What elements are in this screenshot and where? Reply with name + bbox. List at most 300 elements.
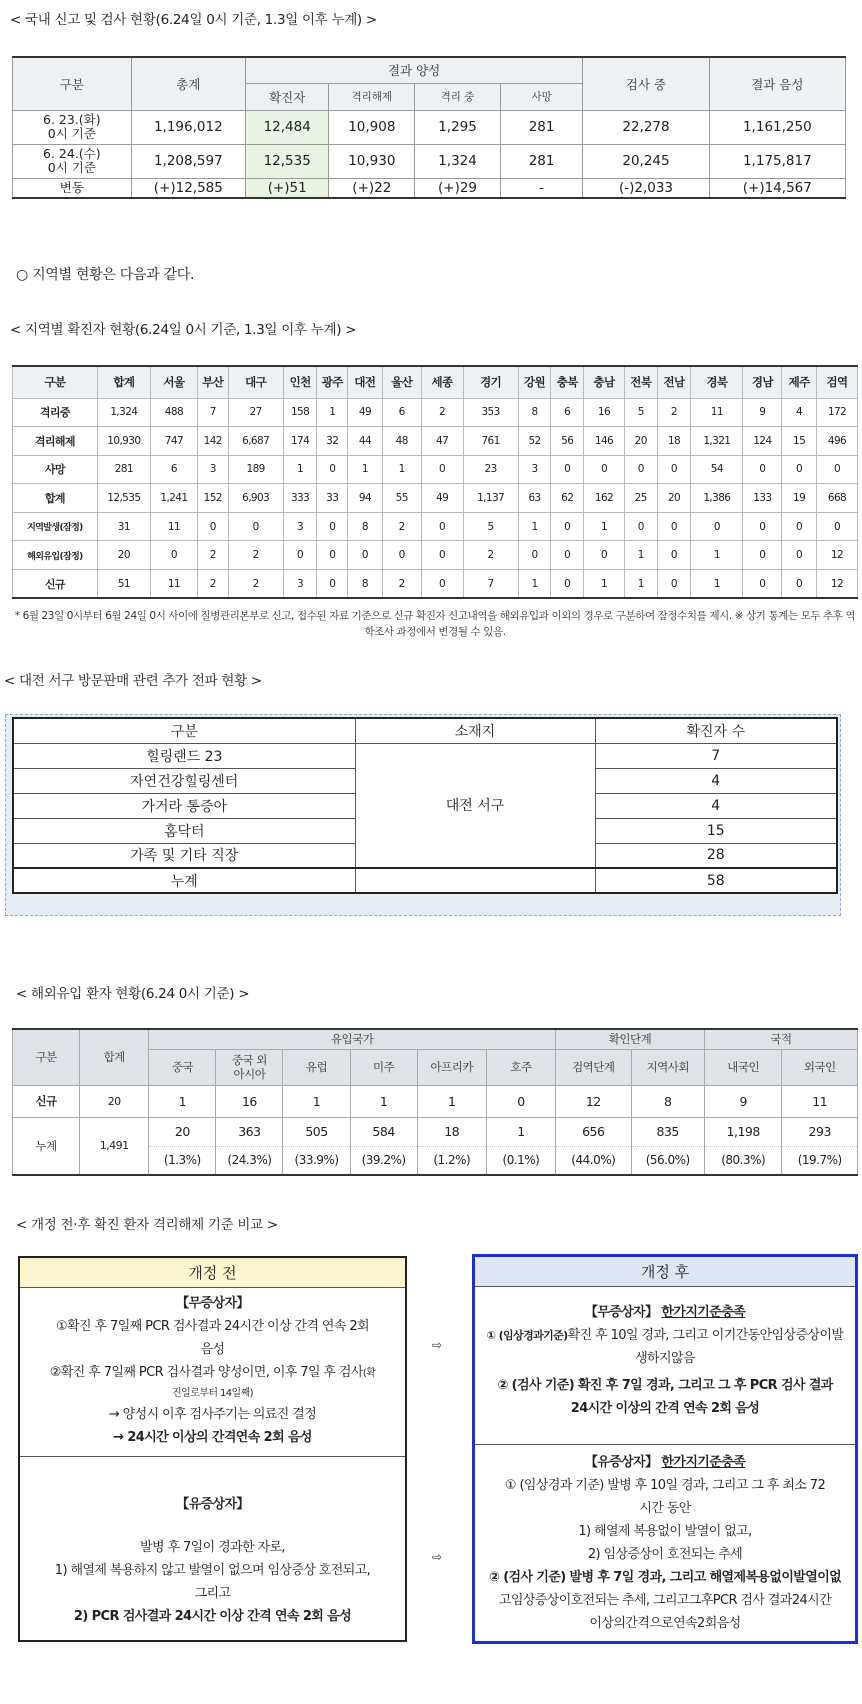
table-cell: 2 [197, 541, 228, 570]
table-cell: 0 [228, 512, 283, 541]
before-asymptomatic-cell [20, 1288, 405, 1457]
table-cell: 0 [551, 541, 584, 570]
table-cell: 15 [782, 427, 817, 456]
table-row [13, 427, 858, 456]
row-label: 신규 [13, 1085, 80, 1117]
table-cell: 1 [518, 512, 551, 541]
cell-total: 1,208,597 [131, 144, 245, 178]
table-cell: 761 [463, 427, 518, 456]
table-cell: 6 [150, 455, 197, 484]
table-cell: 0 [197, 512, 228, 541]
regional-footnote: * 6월 23일 0시부터 6월 24일 0시 사이에 질병관리본부로 신고, 접수된 자료 기준으로 신규 확진자 신고내역을 해외유입과 이외의 경우로 구분하여 잠정수치를 제시. ※ 상기 통계는 모두 추후 역학조사 과정에서 변경될 수 있음. [14, 610, 856, 638]
table-cell: 162 [584, 484, 625, 513]
table-cell: 0 [624, 512, 657, 541]
after-sym-line: 고임상증상이호전되는 추세, 그리고그후PCR 검사 결과24시간 [498, 1593, 832, 1608]
table-cell: 1,386 [691, 484, 743, 513]
table-cell: 0 [743, 512, 782, 541]
cell-percent: (1.3%) [149, 1146, 215, 1173]
domestic-test-table [12, 56, 846, 199]
table-cell [283, 1117, 350, 1175]
table-cell: 0 [691, 512, 743, 541]
cell-released: 10,908 [329, 110, 415, 144]
table-cell: 1 [417, 1085, 486, 1117]
table-cell: 172 [816, 398, 857, 427]
cell-value: 656 [582, 1124, 605, 1140]
after-asym-title-b: 한가지기준충족 [661, 1305, 746, 1320]
table-cell: 56 [551, 427, 584, 456]
section-title-regional: < 지역별 확진자 현황(6.24일 0시 기준, 1.3일 이후 누계) > [10, 322, 357, 338]
table-cell: 8 [518, 398, 551, 427]
table-cell: 2 [382, 570, 421, 599]
before-sym-line: 1) 해열제 복용하지 않고 발열이 없으며 임상증상 호전되고, [54, 1563, 371, 1578]
cell-location: 대전 서구 [355, 743, 595, 868]
table-cell: 11 [150, 570, 197, 599]
table-cell: 7 [197, 398, 228, 427]
table-cell: 124 [743, 427, 782, 456]
col-count: 확진자 수 [595, 718, 837, 743]
cell-death: 281 [500, 110, 582, 144]
col-header: 대전 [348, 366, 383, 398]
table-cell: 16 [584, 398, 625, 427]
cell-total: (+)12,585 [131, 178, 245, 198]
table-cell: 0 [486, 1085, 555, 1117]
row-label-sub: 0시 기준 [47, 126, 96, 141]
table-cell: 9 [743, 398, 782, 427]
arrow-icon: ⇨ [432, 1338, 443, 1352]
col-location: 소재지 [355, 718, 595, 743]
cell-death: - [500, 178, 582, 198]
col-death: 사망 [500, 83, 582, 110]
table-cell: 0 [816, 455, 857, 484]
col-header: 강원 [518, 366, 551, 398]
col-header: 부산 [197, 366, 228, 398]
table-cell: 11 [782, 1085, 858, 1117]
col-header: 제주 [782, 366, 817, 398]
table-row-total [13, 868, 837, 893]
row-label: 신규 [13, 570, 98, 599]
row-label: 6. 23.(화) [43, 112, 101, 127]
before-sym-line: 2) PCR 검사결과 24시간 이상 간격 연속 2회 음성 [73, 1609, 352, 1624]
table-cell: 0 [743, 570, 782, 599]
before-asym-line: → 24시간 이상의 간격연속 2회 음성 [113, 1430, 312, 1445]
before-symptomatic-cell [20, 1457, 405, 1628]
row-label: 해외유입(잠정) [13, 541, 98, 570]
col-header: 검역 [816, 366, 857, 398]
table-cell [417, 1117, 486, 1175]
table-cell: 0 [782, 512, 817, 541]
after-asym-line: ② (검사 기준) 확진 후 7일 경과, 그리고 그 후 PCR 검사 결과 [497, 1378, 833, 1393]
col-header: 충남 [584, 366, 625, 398]
before-asym-line [20, 1361, 405, 1385]
table-cell: 47 [421, 427, 463, 456]
cell-percent: (1.2%) [418, 1146, 486, 1173]
row-label-sub: 0시 기준 [47, 160, 96, 175]
cell-negative: 1,175,817 [709, 144, 845, 178]
table-cell: 6 [551, 398, 584, 427]
table-cell: 7 [463, 570, 518, 599]
table-cell: 0 [317, 455, 348, 484]
table-cell: 1,137 [463, 484, 518, 513]
cell-released: (+)22 [329, 178, 415, 198]
col-origin: 유입국가 [149, 1029, 556, 1049]
table-cell [704, 1117, 782, 1175]
table-cell: 11 [150, 512, 197, 541]
table-cell: 1,324 [97, 398, 150, 427]
row-label: 변동 [13, 178, 132, 198]
after-revision-box [472, 1254, 858, 1644]
before-sym-line: 그리고 [194, 1586, 231, 1601]
col-total: 합계 [80, 1029, 149, 1085]
table-cell: 32 [317, 427, 348, 456]
table-cell: 0 [348, 541, 383, 570]
cell-total: 20 [80, 1085, 149, 1117]
table-cell [216, 1117, 283, 1175]
table-cell: 1 [283, 455, 317, 484]
table-cell: 0 [743, 455, 782, 484]
table-cell [350, 1117, 417, 1175]
table-cell: 1 [584, 512, 625, 541]
row-label: 사망 [13, 455, 98, 484]
table-header-row [13, 366, 858, 398]
table-row [13, 743, 837, 768]
table-cell: 2 [197, 570, 228, 599]
table-cell: 20 [624, 427, 657, 456]
col-testing: 검사 중 [583, 57, 709, 110]
col-header: 울산 [382, 366, 421, 398]
cell-count: 28 [595, 843, 837, 868]
col-subheader: 호주 [486, 1049, 555, 1085]
table-cell: 353 [463, 398, 518, 427]
after-sym-line: 1) 해열제 복용없이 발열이 없고, [578, 1524, 752, 1539]
after-asymptomatic-cell [475, 1287, 855, 1445]
table-cell: 5 [624, 398, 657, 427]
row-label: 격리중 [13, 398, 98, 427]
section-title-comparison: < 개정 전·후 확진 환자 격리해제 기준 비교 > [16, 1217, 278, 1233]
col-subheader: 검역단계 [556, 1049, 631, 1085]
table-cell: 0 [283, 541, 317, 570]
table-cell: 44 [348, 427, 383, 456]
cell-percent: (19.7%) [782, 1146, 857, 1173]
table-cell: 1 [584, 570, 625, 599]
table-row [13, 110, 846, 144]
table-cell: 27 [228, 398, 283, 427]
cell-percent: (56.0%) [632, 1146, 704, 1173]
table-row [13, 541, 858, 570]
table-cell: 0 [421, 512, 463, 541]
table-cell: 2 [228, 541, 283, 570]
cell-isolated: 1,295 [415, 110, 501, 144]
cell-negative: (+)14,567 [709, 178, 845, 198]
cell-confirmed: 12,484 [245, 110, 329, 144]
table-cell: 8 [348, 512, 383, 541]
table-cell: 0 [551, 570, 584, 599]
row-label: 격리해제 [13, 427, 98, 456]
after-sym-line: ② (검사 기준) 발병 후 7일 경과, 그리고 해열제복용없이발열이없 [488, 1570, 842, 1585]
cell-total: 1,196,012 [131, 110, 245, 144]
cell-percent: (39.2%) [351, 1146, 417, 1173]
table-cell: 11 [691, 398, 743, 427]
table-cell: 6,903 [228, 484, 283, 513]
table-cell: 488 [150, 398, 197, 427]
table-cell: 16 [216, 1085, 283, 1117]
before-revision-box [18, 1256, 407, 1642]
cell-total-count: 58 [595, 868, 837, 893]
table-cell: 49 [421, 484, 463, 513]
cell-value: 18 [444, 1124, 460, 1140]
table-cell: 3 [283, 512, 317, 541]
table-cell: 49 [348, 398, 383, 427]
table-cell: 12 [816, 541, 857, 570]
row-label: 지역발생(잠정) [13, 512, 98, 541]
table-cell: 1 [624, 570, 657, 599]
after-asym-title [475, 1301, 855, 1324]
table-cell: 3 [197, 455, 228, 484]
table-cell: 174 [283, 427, 317, 456]
table-cell: 0 [317, 541, 348, 570]
table-cell: 1 [691, 570, 743, 599]
after-asym-line: 생하지않음 [635, 1351, 695, 1366]
after-sym-line: 시간 동안 [639, 1501, 691, 1516]
table-cell: 62 [551, 484, 584, 513]
cell-death: 281 [500, 144, 582, 178]
table-cell: 333 [283, 484, 317, 513]
cell-value: 1,198 [726, 1124, 760, 1140]
cell-total-label: 누계 [13, 868, 355, 893]
table-cell: 12,535 [97, 484, 150, 513]
table-cell: 0 [657, 512, 691, 541]
region-intro-text: ○ 지역별 현황은 다음과 같다. [16, 267, 195, 283]
table-cell: 0 [657, 455, 691, 484]
table-cell: 0 [317, 512, 348, 541]
table-cell: 0 [518, 541, 551, 570]
cell-value: 584 [372, 1124, 395, 1140]
cell-testing: 20,245 [583, 144, 709, 178]
table-cell: 4 [782, 398, 817, 427]
table-cell: 33 [317, 484, 348, 513]
table-cell: 3 [283, 570, 317, 599]
cell-place: 가족 및 기타 직장 [13, 843, 355, 868]
regional-table [12, 365, 858, 599]
col-positive: 결과 양성 [245, 57, 582, 83]
cell-percent: (33.9%) [283, 1146, 349, 1173]
col-gubun: 구분 [13, 57, 132, 110]
cell-confirmed: (+)51 [245, 178, 329, 198]
after-revision-title: 개정 후 [475, 1257, 855, 1287]
col-header: 경북 [691, 366, 743, 398]
after-sym-line: ① (임상경과 기준) 발병 후 10일 경과, 그리고 그 후 최소 72 [504, 1478, 826, 1493]
table-cell: 1 [382, 455, 421, 484]
before-asym-line: 진일로부터 14일째) [172, 1388, 253, 1399]
col-header: 전남 [657, 366, 691, 398]
table-cell: 747 [150, 427, 197, 456]
col-subheader: 지역사회 [631, 1049, 704, 1085]
table-cell: 18 [657, 427, 691, 456]
cell-count: 15 [595, 818, 837, 843]
table-cell: 20 [657, 484, 691, 513]
table-cell: 1 [283, 1085, 350, 1117]
table-cell: 0 [551, 512, 584, 541]
col-subheader: 중국 [149, 1049, 216, 1085]
table-cell: 0 [782, 541, 817, 570]
section-title-imported: < 해외유입 환자 현황(6.24 0시 기준) > [16, 986, 250, 1002]
table-cell: 5 [463, 512, 518, 541]
cell-count: 7 [595, 743, 837, 768]
table-cell: 2 [228, 570, 283, 599]
col-nationality: 국적 [704, 1029, 857, 1049]
table-cell: 6 [382, 398, 421, 427]
section-title-domestic: < 국내 신고 및 검사 현황(6.24일 0시 기준, 1.3일 이후 누계) > [10, 12, 377, 28]
table-cell: 0 [382, 541, 421, 570]
cell-percent: (44.0%) [556, 1146, 630, 1173]
table-cell: 0 [743, 541, 782, 570]
table-cell: 152 [197, 484, 228, 513]
before-asym-line-small: (확 [362, 1368, 376, 1379]
cell-count: 4 [595, 793, 837, 818]
col-header: 합계 [97, 366, 150, 398]
col-subheader: 외국인 [782, 1049, 858, 1085]
table-cell: 3 [518, 455, 551, 484]
cell-place: 홈닥터 [13, 818, 355, 843]
after-asym-text: 확진 후 10일 경과, 그리고 이기간동안임상증상이발 [567, 1328, 844, 1343]
row-label: 누계 [13, 1117, 80, 1175]
after-sym-title [475, 1451, 855, 1474]
row-label: 합계 [13, 484, 98, 513]
table-cell: 0 [782, 570, 817, 599]
table-cell: 12 [816, 570, 857, 599]
table-cell: 2 [463, 541, 518, 570]
before-asym-line-main: ②확진 후 7일째 PCR 검사결과 양성이면, 이후 7일 후 검사 [49, 1365, 363, 1380]
table-cell: 8 [631, 1085, 704, 1117]
table-cell: 0 [816, 512, 857, 541]
table-cell [782, 1117, 858, 1175]
after-asym-line [475, 1324, 855, 1347]
cell-total: 1,491 [80, 1117, 149, 1175]
table-cell: 0 [421, 570, 463, 599]
cell-testing: 22,278 [583, 110, 709, 144]
col-header: 경남 [743, 366, 782, 398]
table-cell: 0 [584, 455, 625, 484]
col-isolated: 격리 중 [415, 83, 501, 110]
col-header: 충북 [551, 366, 584, 398]
table-cell: 48 [382, 427, 421, 456]
col-header: 경기 [463, 366, 518, 398]
after-sym-title-a: 【유증상자】 [584, 1455, 658, 1470]
cell-percent: (24.3%) [216, 1146, 282, 1173]
cell-value: 293 [808, 1124, 831, 1140]
table-cell: 19 [782, 484, 817, 513]
col-subheader: 유럽 [283, 1049, 350, 1085]
cell-place: 자연건강힐링센터 [13, 768, 355, 793]
table-cell: 0 [657, 541, 691, 570]
table-cell: 10,930 [97, 427, 150, 456]
col-header: 광주 [317, 366, 348, 398]
table-cell: 133 [743, 484, 782, 513]
before-asym-line: 음성 [200, 1342, 225, 1357]
table-cell: 20 [97, 541, 150, 570]
table-cell: 1,321 [691, 427, 743, 456]
table-cell: 6,687 [228, 427, 283, 456]
table-row [13, 484, 858, 513]
table-cell: 146 [584, 427, 625, 456]
col-stage: 확인단계 [556, 1029, 705, 1049]
col-header: 세종 [421, 366, 463, 398]
table-cell [149, 1117, 216, 1175]
cell-value: 20 [174, 1124, 190, 1140]
col-header: 인천 [283, 366, 317, 398]
table-cell: 1 [624, 541, 657, 570]
after-sym-line: 2) 임상증상이 호전되는 추세 [587, 1547, 743, 1562]
table-cell: 94 [348, 484, 383, 513]
col-header: 대구 [228, 366, 283, 398]
table-cell: 54 [691, 455, 743, 484]
table-cell: 668 [816, 484, 857, 513]
table-cell: 0 [317, 570, 348, 599]
before-sym-title: 【유증상자】 [176, 1497, 249, 1512]
table-cell: 189 [228, 455, 283, 484]
imported-cases-table [12, 1028, 858, 1176]
table-cell: 1 [518, 570, 551, 599]
col-confirmed: 확진자 [245, 83, 329, 110]
col-gubun: 구분 [13, 718, 355, 743]
table-cell: 496 [816, 427, 857, 456]
cell-percent: (80.3%) [705, 1146, 782, 1173]
cell-testing: (-)2,033 [583, 178, 709, 198]
cell-isolated: (+)29 [415, 178, 501, 198]
table-cell: 2 [421, 398, 463, 427]
table-cell: 1,241 [150, 484, 197, 513]
daejeon-cluster-table [12, 717, 838, 894]
table-cell: 52 [518, 427, 551, 456]
table-cell [631, 1117, 704, 1175]
after-asym-label: ① (임상경과기준) [486, 1329, 568, 1342]
col-header: 서울 [150, 366, 197, 398]
table-cell: 0 [624, 455, 657, 484]
cell-value: 505 [305, 1124, 328, 1140]
arrow-icon: ⇨ [432, 1550, 443, 1564]
before-asym-line: ①확진 후 7일째 PCR 검사결과 24시간 이상 간격 연속 2회 [56, 1319, 369, 1334]
col-total: 총계 [131, 57, 245, 110]
before-revision-title: 개정 전 [20, 1258, 405, 1288]
cell-place: 가거라 통증아 [13, 793, 355, 818]
table-cell: 0 [421, 455, 463, 484]
col-released: 격리해제 [329, 83, 415, 110]
table-cell: 8 [348, 570, 383, 599]
before-asym-line: → 양성시 이후 검사주기는 의료진 결정 [108, 1407, 317, 1422]
table-row [13, 1085, 858, 1117]
table-cell: 0 [421, 541, 463, 570]
table-cell: 9 [704, 1085, 782, 1117]
col-subheader: 미주 [350, 1049, 417, 1085]
after-sym-line: 이상의간격으로연속2회음성 [589, 1616, 741, 1631]
table-cell: 0 [584, 541, 625, 570]
table-cell: 25 [624, 484, 657, 513]
table-row [13, 144, 846, 178]
table-cell: 0 [657, 570, 691, 599]
table-cell [486, 1117, 555, 1175]
table-cell: 55 [382, 484, 421, 513]
table-cell: 281 [97, 455, 150, 484]
after-asym-title-a: 【무증상자】 [584, 1305, 658, 1320]
before-sym-line: 발병 후 7일이 경과한 자로, [140, 1540, 285, 1555]
table-cell: 1 [317, 398, 348, 427]
row-label: 6. 24.(수) [43, 146, 101, 161]
table-cell: 1 [348, 455, 383, 484]
cell-percent: (0.1%) [487, 1146, 555, 1173]
cell-value: 1 [517, 1124, 525, 1140]
after-sym-title-b: 한가지기준충족 [661, 1455, 746, 1470]
cell-released: 10,930 [329, 144, 415, 178]
section-title-daejeon: < 대전 서구 방문판매 관련 추가 전파 현황 > [4, 673, 262, 689]
